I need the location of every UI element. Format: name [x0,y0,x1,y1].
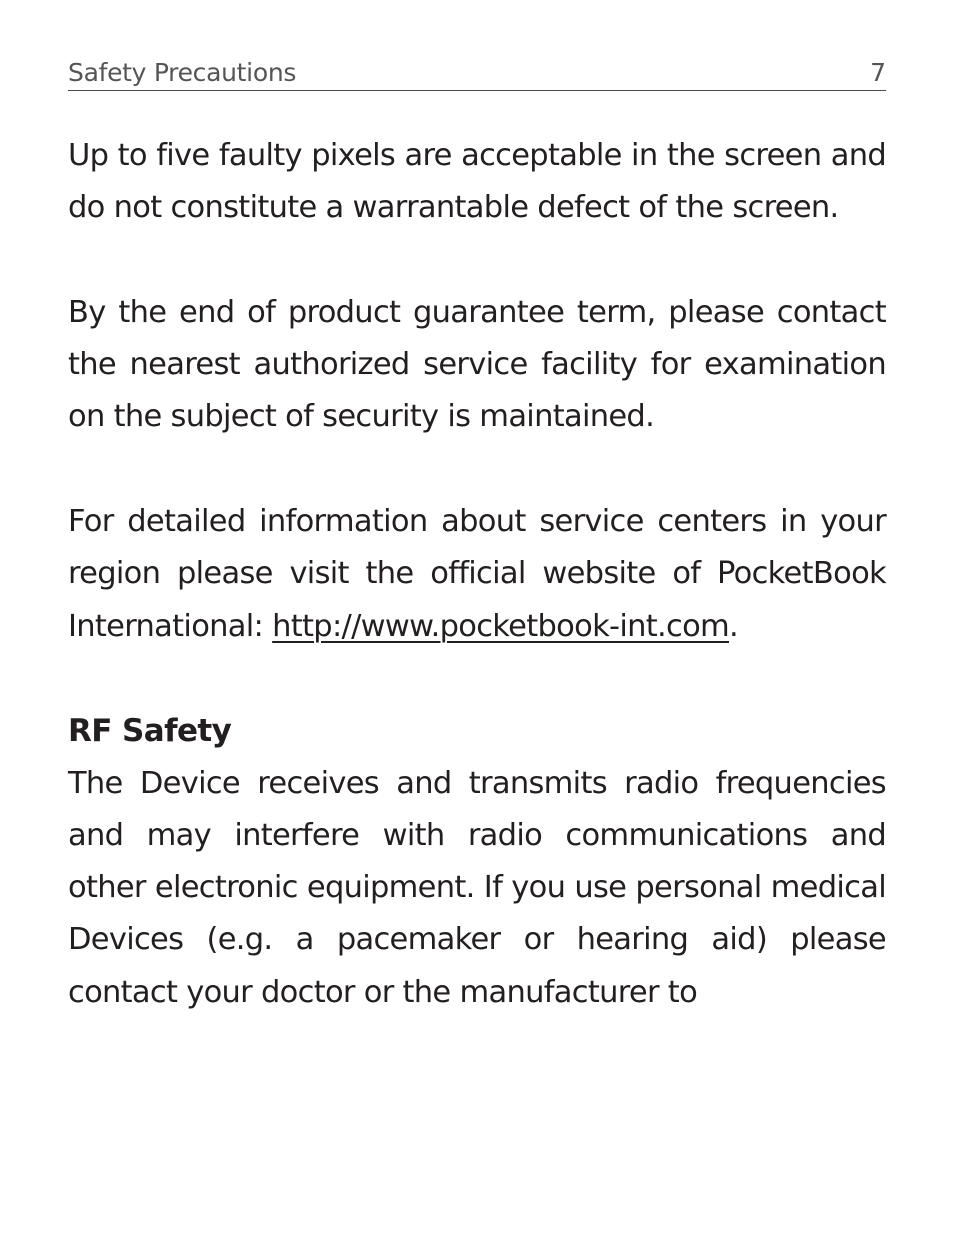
service-centers-text: For detailed information about service centers in your region please visit the official website of PocketBook International: [68,504,886,644]
rf-safety-heading: RF Safety [68,713,232,750]
page-number: 7 [870,58,886,87]
page-body [68,130,886,1019]
website-link[interactable]: http://www.pocketbook-int.​com [272,608,730,644]
section-title: Safety Precautions [68,58,297,87]
service-centers-period: . [729,608,739,644]
paragraph-rf-safety: The Device receives and transmits radio frequencies and may interfere with radio communications and other electronic equipment. If you use personal medical Devices (e.g. a pacemaker or hearing aid) please contact your doctor or the manufacturer to [68,765,886,1010]
paragraph-faulty-pixels: Up to five faulty pixels are acceptable in the screen and do not constitute a warrantable defect of the screen. [68,138,886,226]
running-header [68,56,886,91]
paragraph-service-centers [68,496,886,653]
paragraph-guarantee-term: By the end of product guarantee term, please contact the nearest authorized service facility for examination on the subject of security is maintained. [68,294,886,435]
